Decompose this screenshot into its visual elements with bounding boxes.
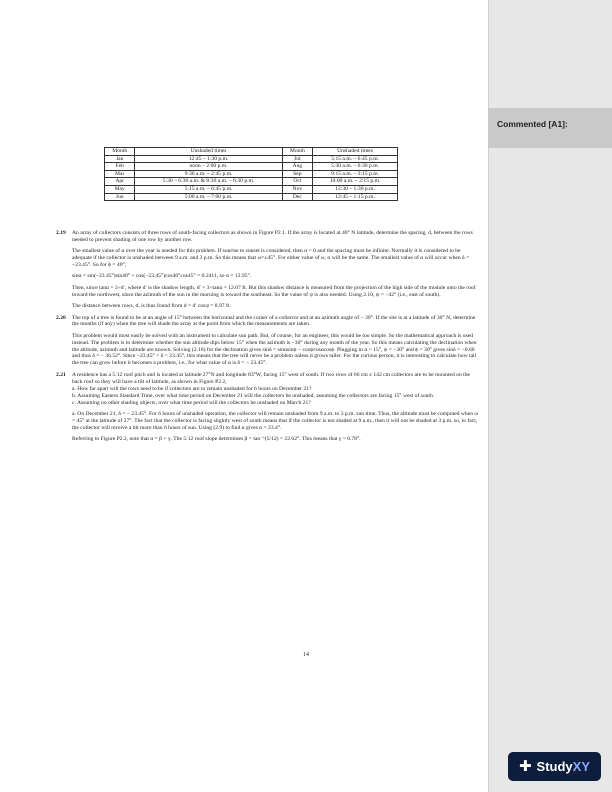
solution-paragraph: The smallest value of α over the year is needed for this problem. If sunrise to sunset is considered, then α = 0 and the spacing must be infinite. Normally it is considered to be adequate if the collector is unshaded between 9 a.m. and 3 p.m. So this means that ω=±45°. For either value of ω, α will be the same. The smallest value of α will occur when δ = −23.45°. So for ϕ = 40°, [72, 248, 470, 269]
table-row [105, 170, 398, 178]
table-cell: Feb [105, 163, 135, 171]
table-row [105, 178, 398, 186]
badge-label [537, 759, 590, 774]
problem-number: 2.21 [56, 372, 66, 379]
table-cell: 9:15 a.m. – 3:15 p.m. [313, 170, 398, 178]
table-cell: May [105, 185, 135, 193]
problem-2-19 [56, 230, 480, 310]
studyxy-badge[interactable] [508, 752, 601, 781]
page-number: 14 [303, 652, 309, 658]
table-cell: Dec [282, 193, 312, 201]
problem-number: 2.19 [56, 230, 66, 236]
list-item: b. Assuming Eastern Standard Time, over what time period on December 21 will the collectors be unshaded, assuming the collectors are facing 15° west of south. [72, 392, 435, 399]
table-row [105, 185, 398, 193]
problem-statement: The top of a tree is found to be at an angle of 15° between the horizontal and the corner of a collector and at an azimuth angle of − 30°. If the site is at a latitude of 30° N, determine the months (if any) when the tree will shade the array at the point from which the measurements are taken. [72, 314, 476, 328]
problem-number: 2.20 [56, 314, 66, 321]
table-cell: Jan [105, 155, 135, 163]
table-cell: 12:30 – 1:30 p.m. [313, 185, 398, 193]
list-item: c. Assuming no other shading objects, over what time period will the collectors be unshaded on March 21? [72, 399, 311, 406]
problem-statement: A residence has a 5:12 roof pitch and is located at latitude 27°N and longitude 83°W, facing 15° west of south. If two rows of 66 cm x 142 cm collectors are to be mounted on the back roof so they will have a tilt of latitude, as shown in Figure P2.2, [72, 372, 470, 385]
solution-paragraph: Then, since tanα = 3÷d′, where d′ is the shadow length, d′ = 3÷tanα = 12.07 ft. But this shadow distance is measured from the projection of the high side of the module onto the roof toward the northwest, since the azimuth of the sun in the morning is toward the southeast. So the value of ψ is also needed. Using 2.10, ψ = −42° (i.e., east of south). [72, 284, 476, 298]
schedule-table [104, 147, 398, 201]
table-cell: Aug [282, 163, 312, 171]
table-cell: 12:45 – 1:15 p.m. [313, 193, 398, 201]
table-header: Month [282, 148, 312, 156]
table-header: Unshaded times [313, 148, 398, 156]
problem-list [56, 230, 480, 448]
table-cell: Jul [282, 155, 312, 163]
table-cell: 12:45 – 1:30 p.m. [135, 155, 282, 163]
table-row [105, 155, 398, 163]
solution-equation: sinα = sin(−23.45°)sin40° + cos(−23.45°)cos40°cos45° = 0.2411, so α = 13.95°. [72, 273, 252, 280]
table-cell: Mar [105, 170, 135, 178]
table-header: Month [105, 148, 135, 156]
table-cell: 5:15 a.m. – 6:45 p.m. [313, 155, 398, 163]
badge-label-main: Study [536, 759, 573, 774]
table-row [105, 163, 398, 171]
table-cell: 9:30 a.m. – 2:45 p.m. [135, 170, 282, 178]
table-cell: 5:30 – 6:30 a.m. & 8:30 a.m. – 6:30 p.m. [135, 178, 282, 186]
table-header: Unshaded times [135, 148, 282, 156]
plus-icon: ✚ [518, 758, 532, 775]
table-cell: Nov [282, 185, 312, 193]
table-cell: 5:00 a.m. – 7:00 p.m. [135, 193, 282, 201]
badge-label-accent: XY [572, 759, 591, 774]
table-row [105, 193, 398, 201]
table-cell: noon – 2:00 p.m. [135, 163, 282, 171]
list-item: a. How far apart will the rows need to be if collectors are to remain unshaded for 6 hours on December 21? [72, 385, 312, 392]
problem-2-21 [56, 372, 480, 443]
solution-paragraph: a. On December 21, δ = − 23.45°. For 6 hours of unshaded operation, the collector will remain unshaded from 9 a.m. to 3 p.m. sun time. Thus, the altitude must be computed when ω = 45° at the latitude of 27°. The fact that the collector is facing slightly west of south means that if the collector is not shaded at 9 a.m., then it will not be shaded at 3 p.m. so, in fact, the collector will receive a bit more than 6 hours of sun. Using (2.9) to find α gives α = 23.4°. [72, 410, 479, 431]
table-cell: Apr [105, 178, 135, 186]
comment-label: Commented [A1]: [497, 119, 568, 129]
solution-paragraph: Referring to Figure P2.2, note that α = β + γ. The 5:12 roof slope determines β = tan⁻¹(5/12) = 22.62°. This means that γ = 0.78°. [72, 436, 361, 443]
solution-paragraph: The distance between rows, d, is thus found from d = d′ cosψ = 8.97 ft. [72, 302, 231, 309]
problem-statement: An array of collectors consists of three rows of south-facing collectors as shown in Figure P2.1. If the array is located at 40° N latitude, determine the spacing, d, between the rows needed to prevent shading of one row by another row. [72, 230, 473, 243]
table-cell: Oct [282, 178, 312, 186]
table-cell: 5:30 a.m. – 6:30 p.m. [313, 163, 398, 171]
table-cell: 5:15 a.m. – 6:45 p.m. [135, 185, 282, 193]
problem-2-20 [56, 315, 480, 368]
table-header-row [105, 148, 398, 156]
table-cell: 10:00 a.m. – 2:15 p.m. [313, 178, 398, 186]
table-cell: Sep [282, 170, 312, 178]
table-cell: Jun [105, 193, 135, 201]
solution-paragraph: This problem would most easily be solved with an instrument to calculate sun path. But, of course, for an engineer, this would be too simple. So the mathematical approach is used instead. The problem is to determine whether the sun altitude dips below 15° when the azimuth is −30° during any month of the year. So this means calculating the declination when the altitude, azimuth and latitude are known. Solving (2.10) for the declination gives sinδ = sinαsinϕ − cosψcosαcosϕ. Plugging in α = 15°, ψ = −30° and ϕ = 30° gives sinδ = −0.60 and thus δ = − 36.52°. Since −23.45° < δ < 23.45°, this means that the tree will never be a problem unless it grows taller. For the curious person, it is interesting to calculate how tall the tree can grow before it becomes a problem, i.e., for what value of α is δ = − 23.45°. [72, 332, 477, 367]
